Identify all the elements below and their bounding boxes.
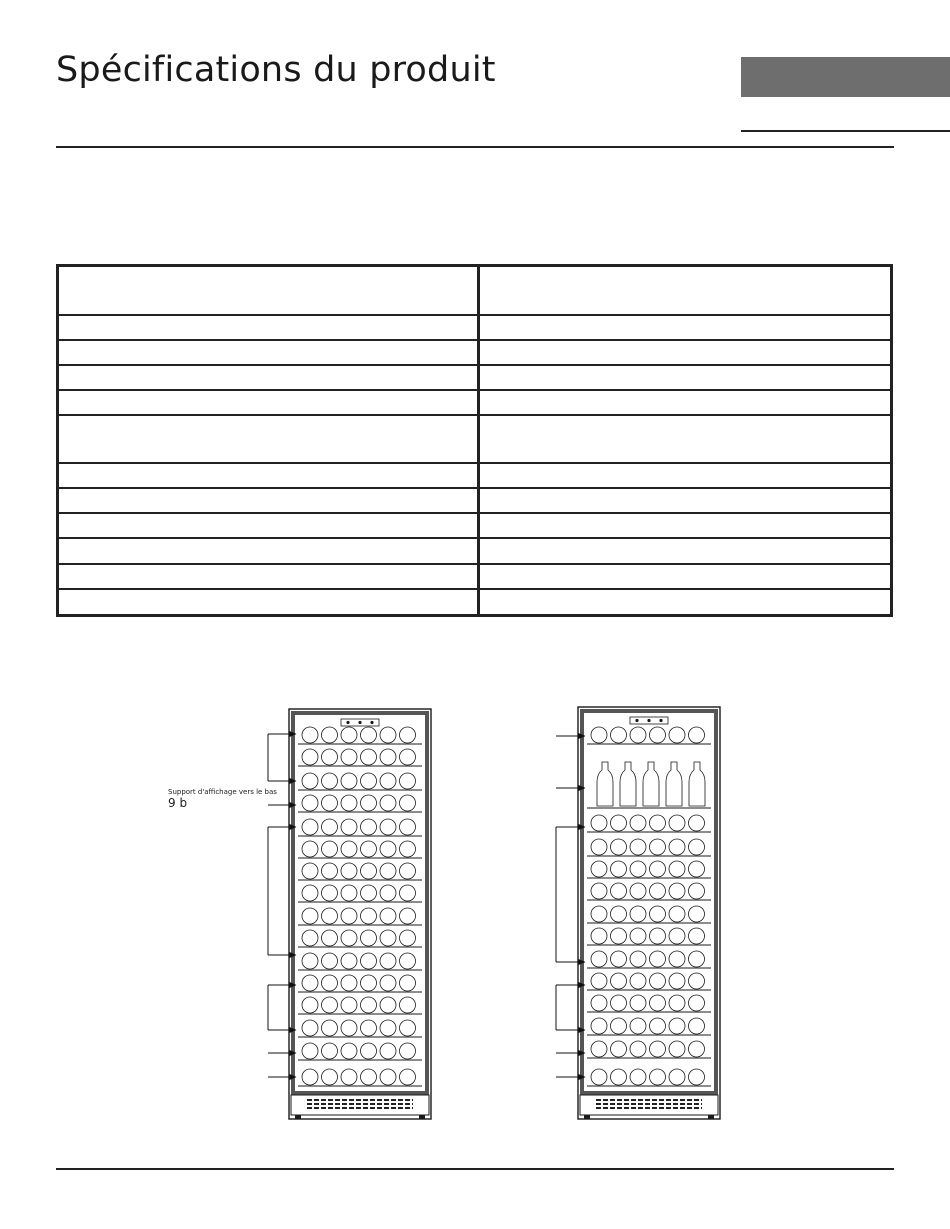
bottle-end-icon <box>302 863 318 879</box>
bottle-end-icon <box>380 863 396 879</box>
bottle-end-icon <box>630 1069 646 1085</box>
bottle-end-icon <box>630 1041 646 1057</box>
bottle-end-icon <box>669 1041 685 1057</box>
bottle-end-icon <box>361 841 377 857</box>
bottle-end-icon <box>591 815 607 831</box>
footer-divider <box>56 1168 894 1170</box>
bottle-end-icon <box>611 1041 627 1057</box>
page-title: Spécifications du produit <box>56 50 496 90</box>
cooler-right-diagram <box>578 707 720 1119</box>
foot <box>708 1115 714 1119</box>
bottle-end-icon <box>669 995 685 1011</box>
bottle-end-icon <box>322 863 338 879</box>
control-button-icon <box>647 719 650 722</box>
bottle-end-icon <box>322 1020 338 1036</box>
bottle-end-icon <box>591 1018 607 1034</box>
bottle-end-icon <box>380 773 396 789</box>
foot <box>419 1115 425 1119</box>
bottle-end-icon <box>400 749 416 765</box>
bottle-end-icon <box>591 928 607 944</box>
bottle-end-icon <box>400 975 416 991</box>
bottle-end-icon <box>341 819 357 835</box>
bottle-end-icon <box>650 1069 666 1085</box>
bottle-end-icon <box>361 908 377 924</box>
bottle-end-icon <box>380 749 396 765</box>
bottle-end-icon <box>302 819 318 835</box>
bottle-end-icon <box>302 953 318 969</box>
bottle-end-icon <box>689 727 705 743</box>
bottle-end-icon <box>611 906 627 922</box>
bottle-end-icon <box>669 928 685 944</box>
bottle-end-icon <box>611 995 627 1011</box>
bottle-end-icon <box>630 906 646 922</box>
bottle-end-icon <box>302 1020 318 1036</box>
bottle-end-icon <box>689 951 705 967</box>
bottle-end-icon <box>611 815 627 831</box>
bottle-end-icon <box>650 906 666 922</box>
bottle-end-icon <box>611 1069 627 1085</box>
bottle-end-icon <box>341 841 357 857</box>
bottle-end-icon <box>400 841 416 857</box>
bottle-end-icon <box>591 727 607 743</box>
bottle-end-icon <box>302 1069 318 1085</box>
bottle-end-icon <box>689 861 705 877</box>
bottle-end-icon <box>689 906 705 922</box>
bottle-end-icon <box>361 727 377 743</box>
bottle-end-icon <box>361 885 377 901</box>
bottle-end-icon <box>361 819 377 835</box>
bottle-end-icon <box>322 930 338 946</box>
bottle-end-icon <box>669 973 685 989</box>
bottle-end-icon <box>361 975 377 991</box>
bottle-end-icon <box>591 839 607 855</box>
bottle-end-icon <box>611 951 627 967</box>
bottle-end-icon <box>591 906 607 922</box>
bottle-end-icon <box>322 1043 338 1059</box>
bottle-end-icon <box>302 773 318 789</box>
bottle-end-icon <box>380 819 396 835</box>
control-button-icon <box>358 721 361 724</box>
bottle-end-icon <box>611 883 627 899</box>
bottle-end-icon <box>591 1041 607 1057</box>
control-button-icon <box>370 721 373 724</box>
bottle-end-icon <box>361 773 377 789</box>
bottle-end-icon <box>400 1020 416 1036</box>
bottle-end-icon <box>302 997 318 1013</box>
bottle-end-icon <box>650 883 666 899</box>
control-button-icon <box>346 721 349 724</box>
bottle-end-icon <box>302 930 318 946</box>
foot <box>584 1115 590 1119</box>
bottle-end-icon <box>380 1020 396 1036</box>
bottle-end-icon <box>669 951 685 967</box>
bottle-end-icon <box>611 1018 627 1034</box>
bottle-end-icon <box>361 795 377 811</box>
bottle-end-icon <box>341 953 357 969</box>
foot <box>295 1115 301 1119</box>
bottle-end-icon <box>630 1018 646 1034</box>
bottle-end-icon <box>302 975 318 991</box>
bottle-end-icon <box>689 883 705 899</box>
bottle-end-icon <box>669 839 685 855</box>
bottle-end-icon <box>630 951 646 967</box>
bottle-end-icon <box>630 839 646 855</box>
bottle-end-icon <box>400 773 416 789</box>
bottle-end-icon <box>400 930 416 946</box>
bottle-end-icon <box>400 727 416 743</box>
bottle-end-icon <box>322 795 338 811</box>
bottle-end-icon <box>341 1069 357 1085</box>
bottle-end-icon <box>650 973 666 989</box>
cooler-left-diagram <box>289 709 431 1119</box>
bottle-end-icon <box>380 885 396 901</box>
bottle-end-icon <box>611 727 627 743</box>
bottle-end-icon <box>630 995 646 1011</box>
bottle-end-icon <box>689 1069 705 1085</box>
bottle-end-icon <box>650 861 666 877</box>
bottle-end-icon <box>400 953 416 969</box>
bottle-end-icon <box>341 1020 357 1036</box>
bottle-end-icon <box>341 1043 357 1059</box>
bottle-end-icon <box>380 997 396 1013</box>
bottle-end-icon <box>611 928 627 944</box>
bottle-end-icon <box>361 1069 377 1085</box>
bottle-end-icon <box>302 1043 318 1059</box>
annotation-number: 9 b <box>168 796 188 810</box>
bottle-end-icon <box>302 841 318 857</box>
bottle-end-icon <box>361 930 377 946</box>
bottle-end-icon <box>689 995 705 1011</box>
bottle-end-icon <box>400 863 416 879</box>
bottle-end-icon <box>380 1043 396 1059</box>
bottle-end-icon <box>630 815 646 831</box>
bottle-end-icon <box>380 930 396 946</box>
bottle-end-icon <box>380 841 396 857</box>
bottle-end-icon <box>591 951 607 967</box>
bottle-end-icon <box>322 997 338 1013</box>
bottle-end-icon <box>380 727 396 743</box>
bottle-end-icon <box>302 749 318 765</box>
bottle-end-icon <box>341 997 357 1013</box>
bottle-end-icon <box>341 727 357 743</box>
control-button-icon <box>659 719 662 722</box>
bottle-end-icon <box>689 973 705 989</box>
bottle-end-icon <box>302 795 318 811</box>
bottle-end-icon <box>689 1018 705 1034</box>
bottle-end-icon <box>380 795 396 811</box>
bottle-end-icon <box>591 995 607 1011</box>
bottle-end-icon <box>322 749 338 765</box>
bottle-end-icon <box>591 1069 607 1085</box>
bottle-end-icon <box>361 749 377 765</box>
bottle-end-icon <box>591 861 607 877</box>
bottle-end-icon <box>650 928 666 944</box>
bottle-end-icon <box>322 727 338 743</box>
bottle-end-icon <box>380 953 396 969</box>
annotation-label: Support d'affichage vers le bas <box>168 788 277 796</box>
bottle-end-icon <box>630 861 646 877</box>
bottle-end-icon <box>361 1020 377 1036</box>
bottle-end-icon <box>611 973 627 989</box>
bottle-end-icon <box>361 953 377 969</box>
control-button-icon <box>635 719 638 722</box>
bottle-end-icon <box>400 819 416 835</box>
bottle-end-icon <box>650 839 666 855</box>
bottle-end-icon <box>611 839 627 855</box>
bottle-end-icon <box>380 908 396 924</box>
bottle-end-icon <box>630 727 646 743</box>
bottle-end-icon <box>302 727 318 743</box>
bottle-end-icon <box>341 749 357 765</box>
bottle-end-icon <box>650 815 666 831</box>
bottle-end-icon <box>400 1043 416 1059</box>
bottle-end-icon <box>630 928 646 944</box>
bottle-end-icon <box>591 883 607 899</box>
bottle-end-icon <box>591 973 607 989</box>
bottle-end-icon <box>400 885 416 901</box>
bottle-end-icon <box>322 953 338 969</box>
bottle-end-icon <box>689 815 705 831</box>
bottle-end-icon <box>341 975 357 991</box>
bottle-end-icon <box>341 930 357 946</box>
bottle-end-icon <box>322 841 338 857</box>
bottle-end-icon <box>400 1069 416 1085</box>
bottle-end-icon <box>669 1069 685 1085</box>
bottle-end-icon <box>302 885 318 901</box>
bottle-end-icon <box>650 1018 666 1034</box>
bottle-end-icon <box>611 861 627 877</box>
bottle-end-icon <box>669 815 685 831</box>
bottle-end-icon <box>650 727 666 743</box>
bottle-end-icon <box>322 1069 338 1085</box>
bottle-end-icon <box>322 975 338 991</box>
bottle-end-icon <box>322 819 338 835</box>
bottle-end-icon <box>689 839 705 855</box>
bottle-end-icon <box>630 973 646 989</box>
bottle-end-icon <box>400 997 416 1013</box>
bottle-end-icon <box>322 773 338 789</box>
bottle-end-icon <box>341 795 357 811</box>
bottle-end-icon <box>380 1069 396 1085</box>
bottle-end-icon <box>689 1041 705 1057</box>
bottle-end-icon <box>650 951 666 967</box>
bottle-end-icon <box>341 863 357 879</box>
bottle-end-icon <box>361 1043 377 1059</box>
bottle-end-icon <box>650 995 666 1011</box>
bottle-end-icon <box>689 928 705 944</box>
bottle-end-icon <box>669 906 685 922</box>
bottle-end-icon <box>341 885 357 901</box>
bottle-end-icon <box>630 883 646 899</box>
bottle-end-icon <box>400 908 416 924</box>
bottle-end-icon <box>322 908 338 924</box>
bottle-end-icon <box>361 863 377 879</box>
bottle-end-icon <box>341 773 357 789</box>
bottle-end-icon <box>302 908 318 924</box>
bottle-end-icon <box>341 908 357 924</box>
bottle-end-icon <box>669 1018 685 1034</box>
bottle-end-icon <box>669 883 685 899</box>
bottle-end-icon <box>322 885 338 901</box>
bottle-end-icon <box>380 975 396 991</box>
bottle-end-icon <box>669 861 685 877</box>
bottle-end-icon <box>361 997 377 1013</box>
bottle-end-icon <box>650 1041 666 1057</box>
bottle-end-icon <box>669 727 685 743</box>
bottle-end-icon <box>400 795 416 811</box>
